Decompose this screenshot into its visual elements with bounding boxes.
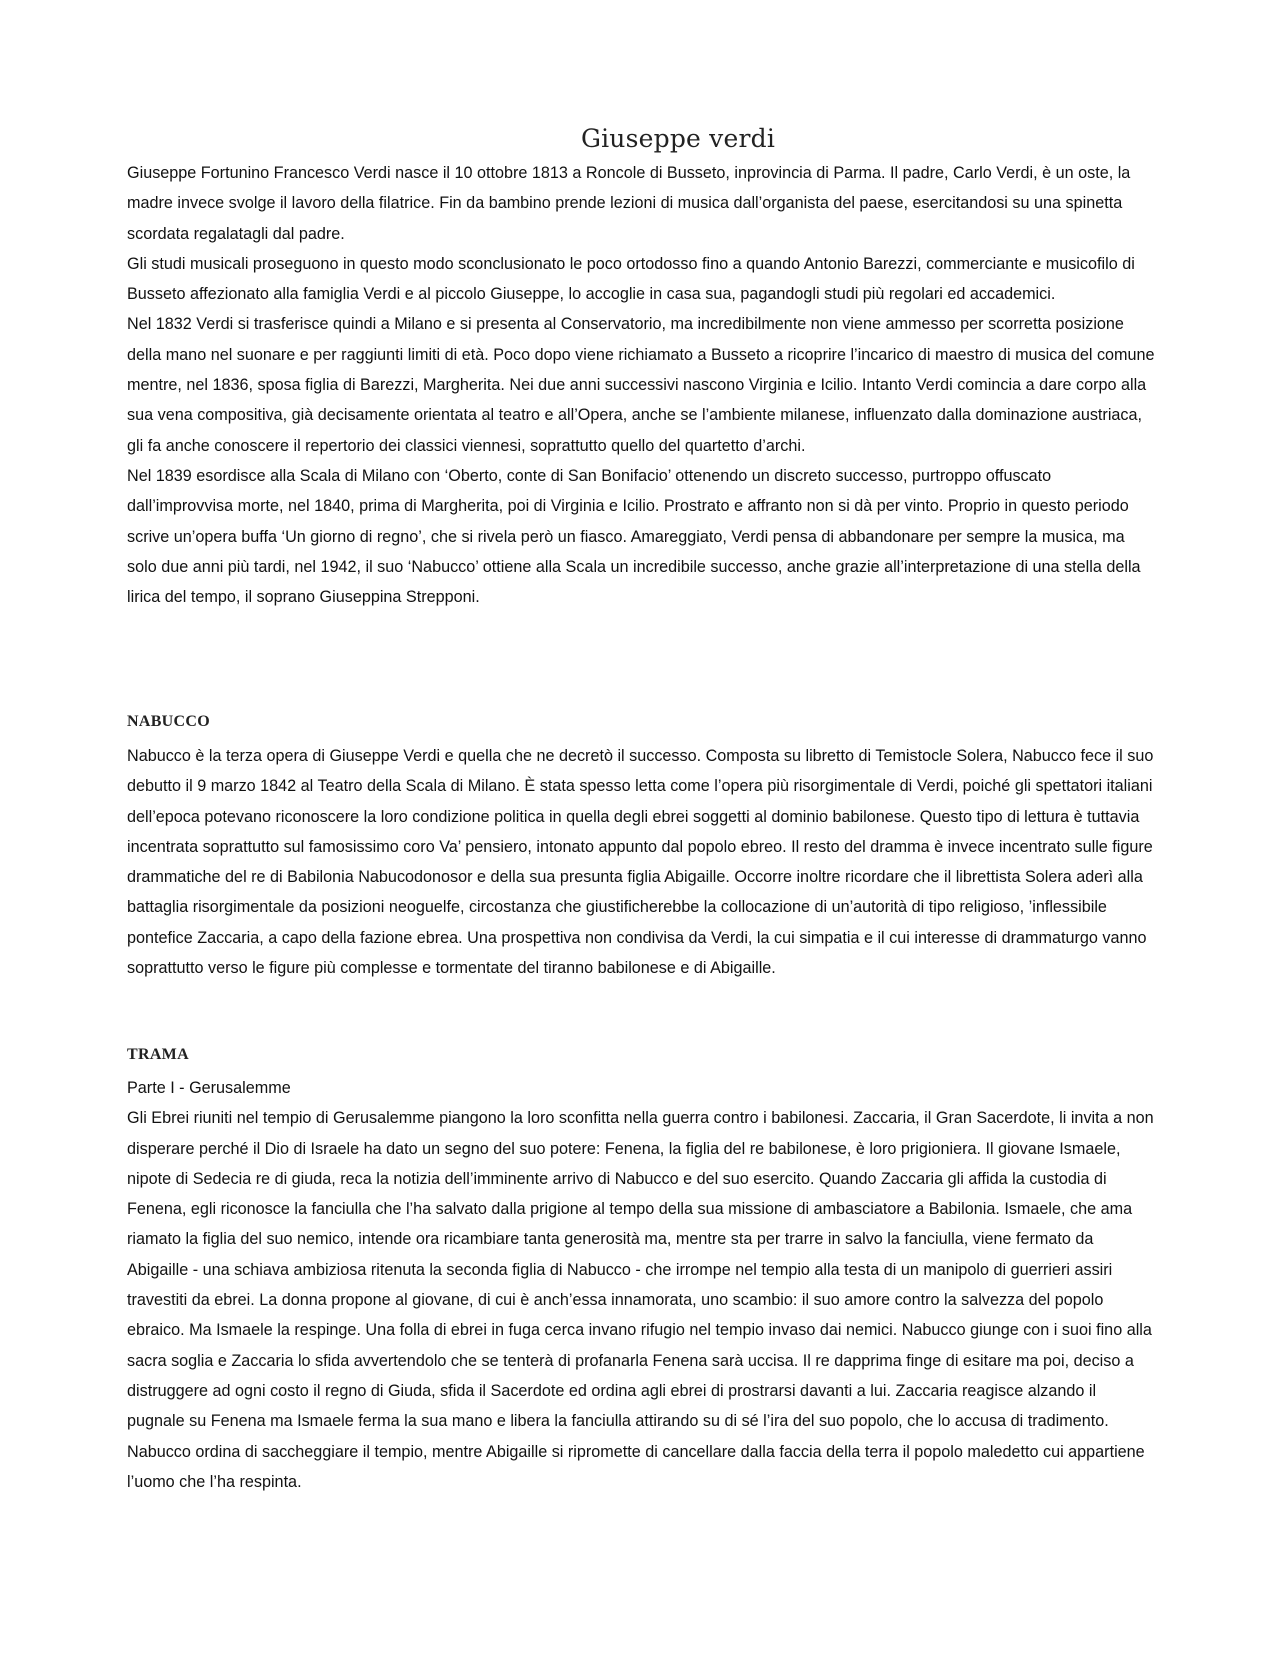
nabucco-section	[127, 741, 1157, 983]
trama-heading: TRAMA	[127, 1046, 189, 1063]
trama-part-title: Parte I - Gerusalemme	[127, 1079, 291, 1097]
nabucco-heading: NABUCCO	[127, 713, 210, 730]
document-title	[127, 124, 1157, 153]
biography-section	[127, 158, 1157, 612]
biography-paragraph: Nel 1839 esordisce alla Scala di Milano con ‘Oberto, conte di San Bonifacio’ ottenendo un discreto successo, purtroppo offuscato dall’improvvisa morte, nel 1840, prima di Margherita, poi di Virginia e Icilio. Prostrato e affranto non si dà per vinto. Proprio in questo periodo scrive un’opera buffa ‘Un giorno di regno’, che si rivela però un fiasco. Amareggiato, Verdi pensa di abbandonare per sempre la musica, ma solo due anni più tardi, nel 1942, il suo ‘Nabucco’ ottiene alla Scala un incredibile successo, anche grazie all’interpretazione di una stella della lirica del tempo, il soprano Giuseppina Strepponi.	[127, 466, 1141, 607]
nabucco-paragraph: Nabucco è la terza opera di Giuseppe Verdi e quella che ne decretò il successo. Composta su libretto di Temistocle Solera, Nabucco fece il suo debutto il 9 marzo 1842 al Teatro della Scala di Milano. È stata spesso letta come l’opera più risorgimentale di Verdi, poiché gli spettatori italiani dell’epoca potevano riconoscere la loro condizione politica in quella degli ebrei soggetti al dominio babilonese. Questo tipo di lettura è tuttavia incentrata soprattutto sul famosissimo coro Va’ pensiero, intonato appunto dal popolo ebreo. Il resto del dramma è invece incentrato sulle figure drammatiche del re di Babilonia Nabucodonosor e della sua presunta figlia Abigaille. Occorre inoltre ricordare che il librettista Solera aderì alla battaglia risorgimentale da posizioni neoguelfe, circostanza che giustificherebbe la collocazione di un’autorità di tipo religioso, ’inflessibile pontefice Zaccaria, a capo della fazione ebrea. Una prospettiva non condivisa da Verdi, la cui simpatia e il cui interesse di drammaturgo vanno soprattutto verso le figure più complesse e tormentate del tiranno babilonese e di Abigaille.	[127, 747, 1154, 978]
trama-paragraph: Gli Ebrei riuniti nel tempio di Gerusalemme piangono la loro sconfitta nella guerra contro i babilonesi. Zaccaria, il Gran Sacerdote, li invita a non disperare perché il Dio di Israele ha dato un segno del suo potere: Fenena, la figlia del re babilonese, è loro prigioniera. Il giovane Ismaele, nipote di Sedecia re di giuda, reca la notizia dell’imminente arrivo di Nabucco e del suo esercito. Quando Zaccaria gli affida la custodia di Fenena, egli riconosce la fanciulla che l’ha salvato dalla prigione al tempo della sua missione di ambasciatore a Babilonia. Ismaele, che ama riamato la figlia del suo nemico, intende ora ricambiare tanta generosità ma, mentre sta per trarre in salvo la fanciulla, viene fermato da Abigaille - una schiava ambiziosa ritenuta la seconda figlia di Nabucco - che irrompe nel tempio alla testa di un manipolo di guerrieri assiri travestiti da ebrei. La donna propone al giovane, di cui è anch’essa innamorata, uno scambio: il suo amore contro la salvezza del popolo ebraico. Ma Ismaele la respinge. Una folla di ebrei in fuga cerca invano rifugio nel tempio invaso dai nemici. Nabucco giunge con i suoi fino alla sacra soglia e Zaccaria lo sfida avvertendolo che se tenterà di profanarla Fenena sarà uccisa. Il re dapprima finge di esitare ma poi, deciso a distruggere ad ogni costo il regno di Giuda, sfida il Sacerdote ed ordina agli ebrei di prostrarsi davanti a lui. Zaccaria reagisce alzando il pugnale su Fenena ma Ismaele ferma la sua mano e libera la fanciulla attirando su di sé l’ira del suo popolo, che lo accusa di tradimento. Nabucco ordina di saccheggiare il tempio, mentre Abigaille si ripromette di cancellare dalla faccia della terra il popolo maledetto cui appartiene l’uomo che l’ha respinta.	[127, 1109, 1154, 1491]
document-title-text: Giuseppe verdi	[580, 124, 776, 153]
biography-paragraph: Gli studi musicali proseguono in questo modo sconclusionato le poco ortodosso fino a quando Antonio Barezzi, commerciante e musicofilo di Busseto affezionato alla famiglia Verdi e al piccolo Giuseppe, lo accoglie in casa sua, pagandogli studi più regolari ed accademici.	[127, 254, 1135, 304]
biography-paragraph: Giuseppe Fortunino Francesco Verdi nasce il 10 ottobre 1813 a Roncole di Busseto, inprovincia di Parma. Il padre, Carlo Verdi, è un oste, la madre invece svolge il lavoro della filatrice. Fin da bambino prende lezioni di musica dall’organista del paese, esercitandosi su una spinetta scordata regalatagli dal padre.	[127, 164, 1131, 243]
biography-paragraph: Nel 1832 Verdi si trasferisce quindi a Milano e si presenta al Conservatorio, ma incredibilmente non viene ammesso per scorretta posizione della mano nel suonare e per raggiunti limiti di età. Poco dopo viene richiamato a Busseto a ricoprire l’incarico di maestro di musica del comune mentre, nel 1836, sposa figlia di Barezzi, Margherita. Nei due anni successivi nascono Virginia e Icilio. Intanto Verdi comincia a dare corpo alla sua vena compositiva, già decisamente orientata al teatro e all’Opera, anche se l’ambiente milanese, influenzato dalla dominazione austriaca, gli fa anche conoscere il repertorio dei classici viennesi, soprattutto quello del quartetto d’archi.	[127, 315, 1155, 455]
trama-section	[127, 1073, 1157, 1497]
